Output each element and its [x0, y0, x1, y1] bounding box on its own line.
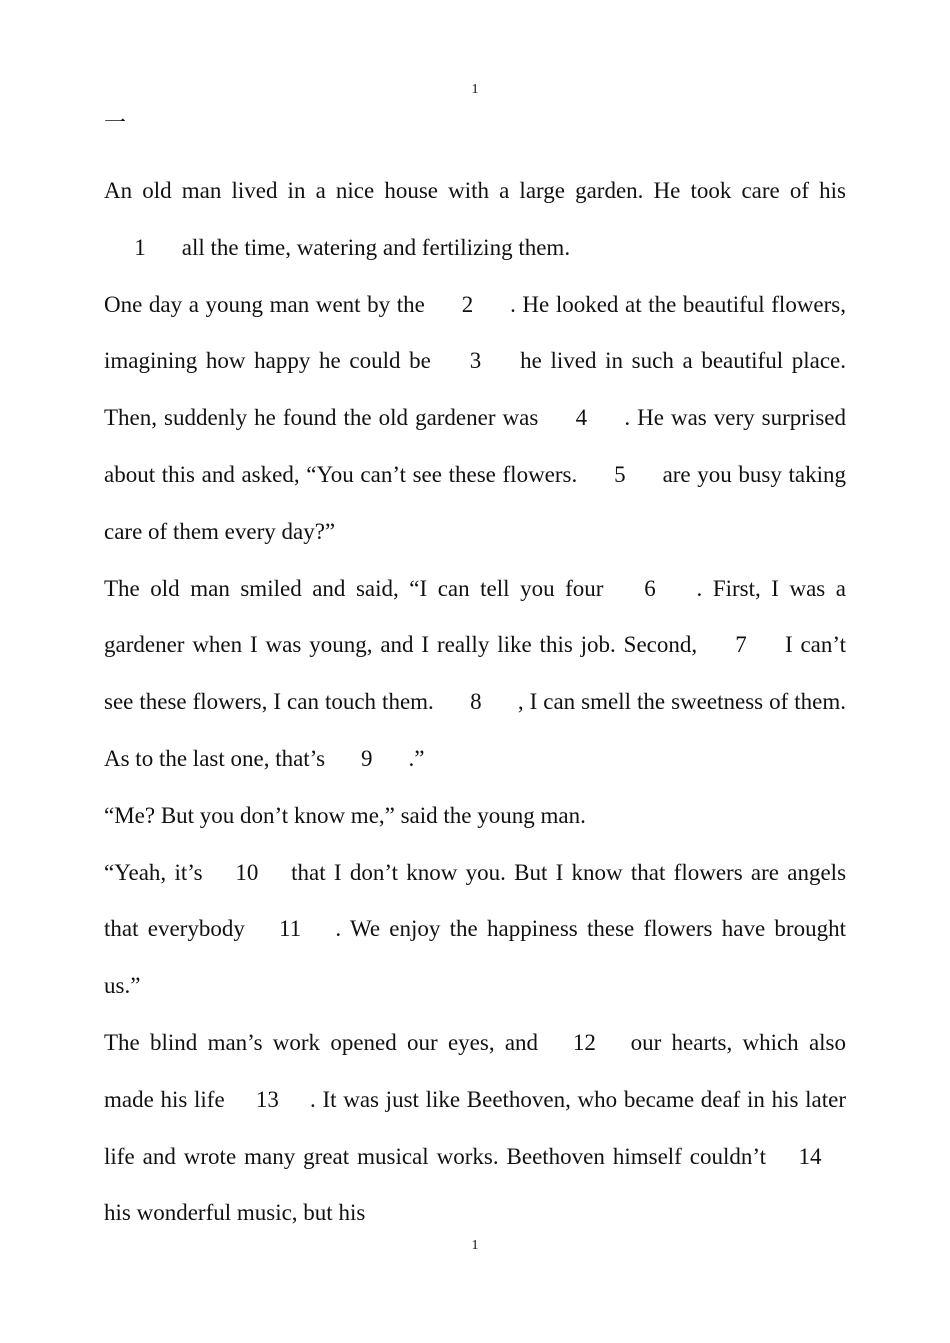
- text-run: One day a young man went by the: [104, 291, 425, 317]
- paragraph-1: [104, 163, 846, 277]
- text-run: . He was very surprised about this and asked, “You can’t see these flowers.: [104, 405, 846, 487]
- blank-number: 12: [572, 1029, 596, 1055]
- text-run: are you busy taking care of them every day?”: [104, 461, 847, 544]
- text-run: “Me? But you don’t know me,” said the young man.: [104, 802, 586, 828]
- blank-number: 1: [134, 234, 146, 260]
- blank-number: 11: [279, 916, 302, 942]
- paragraph-6: [104, 1015, 846, 1242]
- blank-number: 6: [644, 575, 656, 601]
- text-run: I can’t see these flowers, I can touch them.: [104, 632, 847, 715]
- blank-number: 2: [461, 291, 474, 317]
- text-run: An old man lived in a nice house with a large garden. He took care of his: [104, 178, 846, 203]
- text-run: . We enjoy the happiness these flowers have brought us.”: [104, 916, 846, 999]
- text-run: The blind man’s work opened our eyes, and: [104, 1029, 539, 1055]
- paragraph-3: [104, 561, 846, 788]
- text-run: .”: [408, 745, 425, 771]
- paragraph-4: [104, 788, 846, 845]
- text-run: all the time, watering and fertilizing them.: [181, 234, 571, 260]
- page-number-top: 1: [471, 82, 479, 97]
- text-run: our hearts, which also made his life: [104, 1029, 847, 1112]
- blank-number: 14: [798, 1143, 822, 1169]
- blank-number: 4: [575, 405, 588, 431]
- blank-number: 5: [614, 461, 626, 487]
- paragraph-2: [104, 277, 846, 561]
- page-number-bottom: 1: [471, 1238, 479, 1253]
- blank-number: 9: [361, 745, 373, 771]
- text-run: , I can smell the sweetness of them. As to the last one, that’s: [104, 689, 847, 771]
- section-mark: 一: [104, 110, 127, 135]
- blank-number: 7: [735, 632, 747, 658]
- text-run: . First, I was a gardener when I was young, and I really like this job. Second,: [104, 575, 846, 658]
- text-run: he lived in such a beautiful place. Then, suddenly he found the old gardener was: [104, 348, 847, 431]
- blank-number: 10: [235, 859, 259, 885]
- text-run: that I don’t know you. But I know that flowers are angels that everybody: [104, 859, 847, 942]
- paragraph-5: [104, 845, 846, 1015]
- text-run: . He looked at the beautiful flowers, imagining how happy he could be: [104, 291, 847, 374]
- text-run: . It was just like Beethoven, who became deaf in his later life and wrote many great musical works. Beethoven himself couldn’t: [104, 1086, 846, 1169]
- passage: [104, 163, 846, 1242]
- text-run: The old man smiled and said, “I can tell you four: [104, 575, 604, 601]
- blank-number: 3: [469, 348, 482, 374]
- text-run: his wonderful music, but his: [104, 1200, 366, 1226]
- blank-number: 8: [470, 689, 482, 715]
- blank-number: 13: [255, 1086, 279, 1112]
- text-run: “Yeah, it’s: [104, 859, 203, 885]
